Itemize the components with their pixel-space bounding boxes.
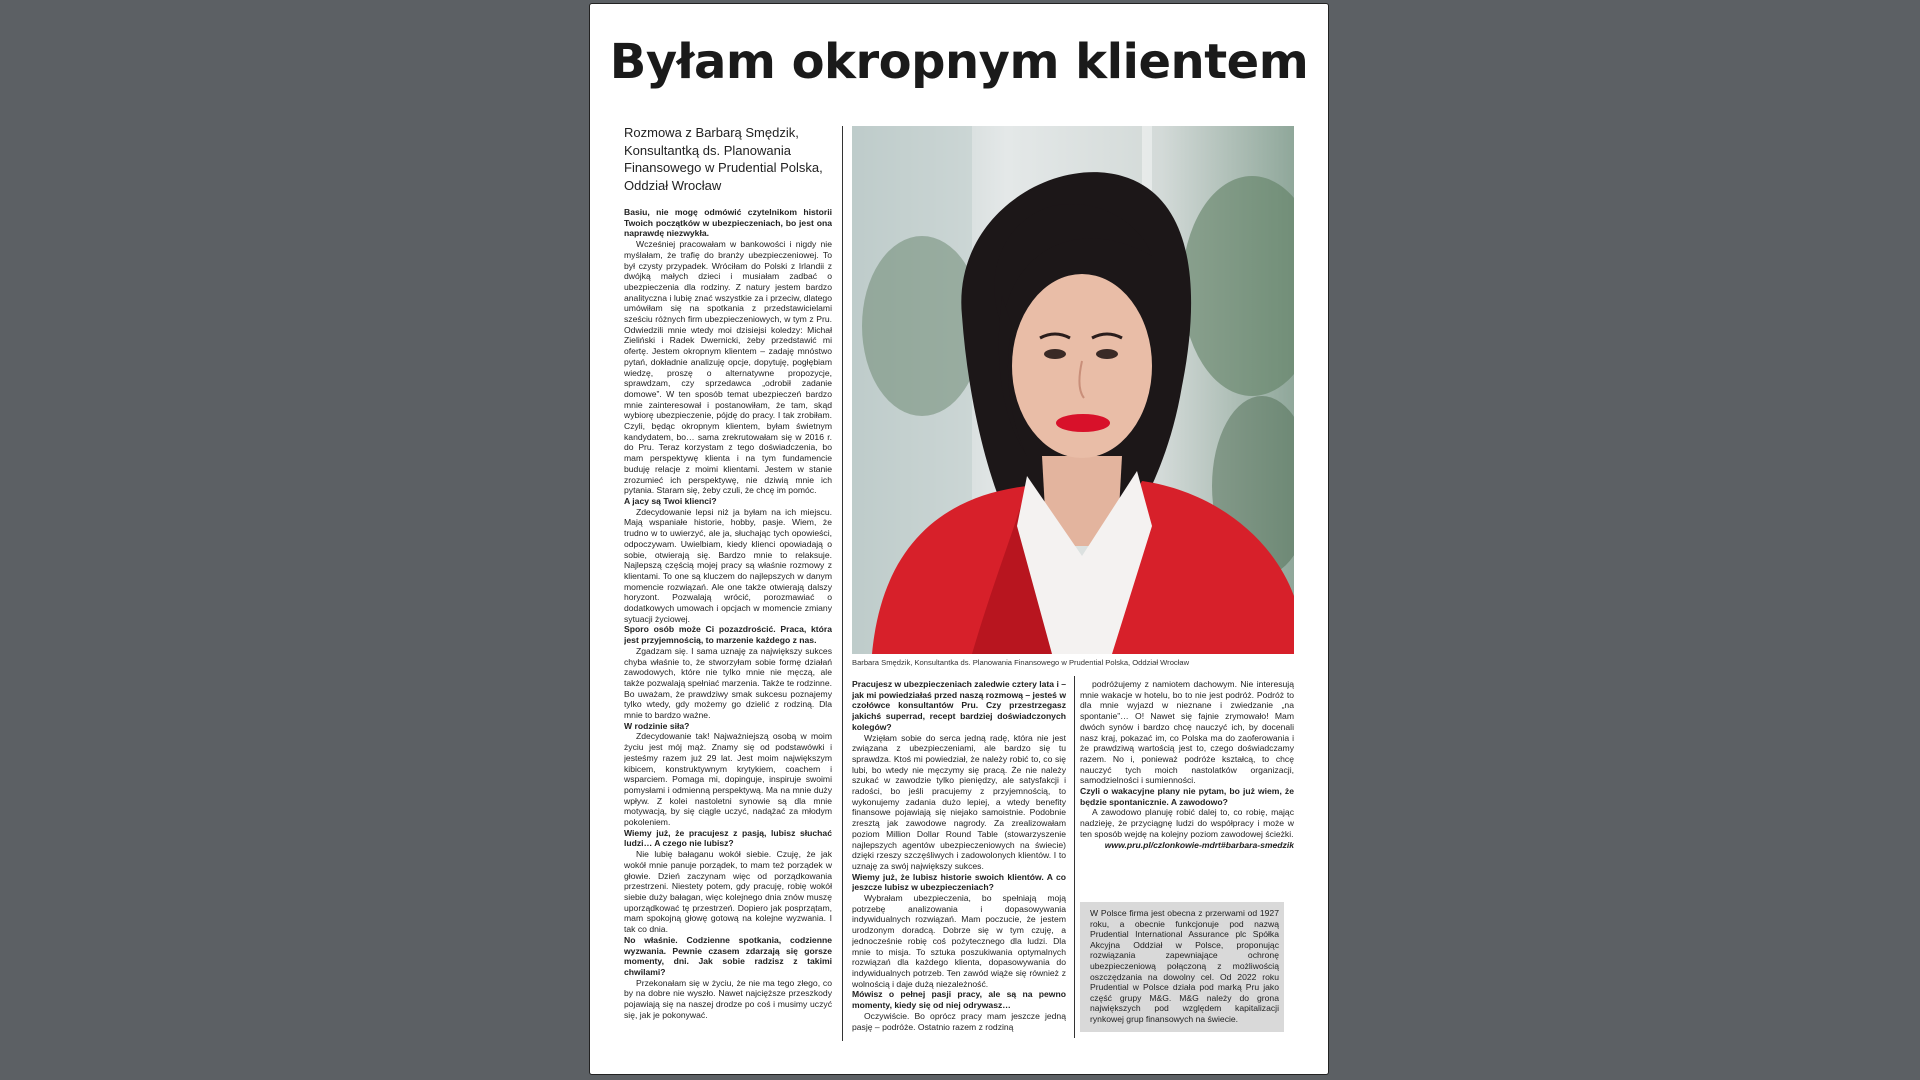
portrait-illustration — [852, 126, 1294, 654]
interview-question: W rodzinie siła? — [624, 720, 690, 731]
article-column-1 — [624, 207, 832, 1052]
interview-answer: Zgadzam się. I sama uznaję za największy sukces chyba właśnie to, że stworzyłam sobie formę działań zawodowych, które nie tylko mnie nie męczą, ale także pozwalają spełniać marzenia. Także te rodzinne. Bo uważam, że prawdziwy smak sukcesu poznajemy tylko wtedy, gdy możemy go dzielić z rodziną. Dla mnie to bardzo ważne. — [624, 645, 832, 721]
interview-answer: Wcześniej pracowałam w bankowości i nigdy nie myślałam, że trafię do branży ubezpieczeniowej. To był czysty przypadek. Wróciłam do Polski z Irlandii z dwójką małych dzieci i musiałam zadbać o ubezpieczenia dla rodziny. Z natury jestem bardzo analityczna i lubię znać wszystkie za i przeciw, dlatego umówiłam się na spotkania z przedstawicielami sześciu różnych firm ubezpieczeniowych, w tym z Pru. Odwiedzili mnie wtedy moi dzisiejsi koledzy: Michał Zieliński i Radek Dwernicki, żeby przedstawić mi ofertę. Jestem okropnym klientem – zadaję mnóstwo pytań, dokładnie analizuję opcje, dopytuję, pogłębiam wiedzę, proszę o alternatywne propozycje, sprawdzam, czy sprzedawca „odrobił zadanie domowe”. W ten sposób temat ubezpieczeń bardzo mnie zainteresował i postanowiłam, że tam, skąd wybiorę ubezpieczenie, pójdę do pracy. I tak zrobiłam. Czyli, będąc okropnym klientem, byłam świetnym kandydatem, bo… sama zrekrutowałam się w 2016 r. do Pru. Teraz korzystam z tego doświadczenia, bo mam perspektywę klienta i na tym fundamencie buduję relacje z moimi klientami. Jestem w stanie zrozumieć ich perspektywę, nie dziwią mnie ich pytania. Staram się, żeby czuli, że chcę im pomóc. — [624, 239, 832, 496]
interview-answer: Zdecydowanie lepsi niż ja byłam na ich miejscu. Mają wspaniałe historie, hobby, pasje. Wiem, że trudno w to uwierzyć, ale ja, słuchając tych opowieści, odpoczywam. Uwielbiam, kiedy klienci opowiadają o sobie, otwierają się. Bardzo mnie to relaksuje. Najlepszą częścią mojej pracy są właśnie rozmowy z klientami. To one są kluczem do najlepszych w danym momencie rozwiązań. Ale one także otwierają dalszy horyzont. Pozwalają wrócić, porozmawiać o dodatkowych umowach i opcjach w momencie zmiany sytuacji życiowej. — [624, 506, 832, 624]
interview-answer: A zawodowo planuję robić dalej to, co robię, mając nadzieję, że przyciągnę ludzi do współpracy i może w ten sposób wejdę na kolejny poziom zawodowej ścieżki. — [1080, 807, 1294, 839]
interview-question: No właśnie. Codzienne spotkania, codzienne wyzwania. Pewnie czasem zdarzają się gorsze momenty, dni. Jak sobie radzisz z takimi chwilami? — [624, 934, 832, 977]
article-column-3 — [1080, 679, 1294, 879]
company-info-box: W Polsce firma jest obecna z przerwami od 1927 roku, a obecnie funkcjonuje pod nazwą Prudential International Assurance plc Spółka Akcyjna Oddział w Polsce, proponując rozwiązania zapewniające ochronę ubezpieczeniową połączoną z możliwością oszczędzania na dowolny cel. Od 2022 roku Prudential w Polsce działa pod marką Pru jako część grupy M&G. M&G należy do grona największych pod względem kapitalizacji rynkowej grup finansowych na świecie. — [1080, 902, 1284, 1032]
interview-answer: Zdecydowanie tak! Najważniejszą osobą w moim życiu jest mój mąż. Znamy się od podstawówki i jesteśmy razem już 29 lat. Jest moim największym kibicem, konstruktywnym krytykiem, coachem i wsparciem. Pomaga mi, dopinguje, inspiruje swoimi pomysłami i odmienną perspektywą. Ma na mnie duży wpływ. Z kolei nastoletni synowie są dla mnie motywacją, by się ciągle uczyć, nadążać za młodym pokoleniem. — [624, 731, 832, 828]
interview-answer: Przekonałam się w życiu, że nie ma tego złego, co by na dobre nie wyszło. Nawet najcięższe przeszkody pojawiają się na naszej drodze po coś i musimy uczyć się, jak je pokonywać. — [624, 977, 832, 1020]
interview-question: Wiemy już, że pracujesz z pasją, lubisz słuchać ludzi… A czego nie lubisz? — [624, 827, 832, 849]
article-column-2 — [852, 679, 1066, 1041]
interview-answer: Oczywiście. Bo oprócz pracy mam jeszcze jedną pasję – podróże. Ostatnio razem z rodziną — [852, 1010, 1066, 1032]
column-divider — [842, 126, 843, 1041]
article-intro: Rozmowa z Barbarą Smędzik, Konsultantką ds. Planowania Finansowego w Prudential Polska, Oddział Wrocław — [624, 125, 823, 193]
interview-question: A jacy są Twoi klienci? — [624, 495, 717, 506]
article-page — [589, 3, 1329, 1075]
interview-answer: podróżujemy z namiotem dachowym. Nie interesują mnie wakacje w hotelu, bo to nie jest podróż. Podróż to dla mnie wyjazd w nieznane i zwiedzanie „na spontanie”… O! Nawet się fajnie zrymowało! Mam dwóch synów i bardzo chcę nauczyć ich, by docenali nasz kraj, pokazać im, co Polska ma do zaoferowania i że prawdziwą wartością jest to, czego doświadczamy razem. No i, ponieważ podróże kształcą, to chcę nauczyć tych moich nastolatków organizacji, samodzielności i sumienności. — [1080, 679, 1294, 786]
portrait-photo — [852, 126, 1294, 654]
interview-answer: Nie lubię bałaganu wokół siebie. Czuję, że jak wokół mnie panuje porządek, to mam też porządek w głowie. Dzień zaczynam więc od porządkowania przestrzeni. Niestety potem, gdy pracuję, robię wokół siebie duży bałagan, więc kolejnego dnia znów muszę uporządkować tę przestrzeń. Dopiero jak posprzątam, mam spokojną głowę gotową na kolejne wyzwania. I tak co dnia. — [624, 849, 832, 935]
article-title: Byłam okropnym klientem — [609, 34, 1309, 90]
column-divider — [1074, 676, 1075, 1038]
interview-question: Sporo osób może Ci pozazdrościć. Praca, która jest przyjemnością, to marzenie każdego z nas. — [624, 624, 832, 646]
profile-link[interactable]: www.pru.pl/czlonkowie-mdrt#barbara-smedzik — [1104, 839, 1294, 850]
interview-answer: Wybrałam ubezpieczenia, bo spełniają moją potrzebę analizowania i dopasowywania indywidualnych rozwiązań. Mam poczucie, że jestem urodzonym doradcą. Dobrze się w tym czuję, a jednocześnie robię coś pożytecznego dla ludzi. Dla mnie to misja. To sztuka poszukiwania optymalnych rozwiązań dla każdego klienta, dopasowywania do indywidualnych potrzeb. Ten zawód wiąże się również z wolnością i daje dużą niezależność. — [852, 893, 1066, 989]
interview-question: Pracujesz w ubezpieczeniach zaledwie cztery lata i – jak mi powiedziałaś przed naszą rozmową – jesteś w czołówce konsultantów Pru. Czy przestrzegasz jakichś superrad, recept bardziej doświadczonych kolegów? — [852, 679, 1066, 732]
interview-question: Wiemy już, że lubisz historie swoich klientów. A co jeszcze lubisz w ubezpieczeniach? — [852, 871, 1066, 893]
interview-question: Mówisz o pełnej pasji pracy, ale są na pewno momenty, kiedy się od niej odrywasz… — [852, 989, 1066, 1011]
interview-question: Czyli o wakacyjne plany nie pytam, bo już wiem, że będzie spontanicznie. A zawodowo? — [1080, 786, 1294, 807]
interview-answer: Wzięłam sobie do serca jedną radę, która nie jest związana z ubezpieczeniami, ale bardzo się tu sprawdza. Ktoś mi powiedział, że należy robić to, co się lubi, bo wtedy nie męczymy się pracą. Że nie należy szukać w zawodzie tylko pieniędzy, ale satysfakcji i radości, bo jeśli pracujemy z przyjemnością, to wykonujemy zadania dużo lepiej, a wtedy benefity finansowe pojawiają się niejako samoistnie. Podobnie zresztą jak zawodowe nagrody. Za zrealizowałam poziom Million Dollar Round Table (stowarzyszenie najlepszych agentów ubezpieczeniowych na świecie) dzięki rzeszy szczęśliwych i zadowolonych klientów. I to uznaję za swój największy sukces. — [852, 732, 1066, 871]
interview-question: Basiu, nie mogę odmówić czytelnikom historii Twoich początków w ubezpieczeniach, bo jest ona naprawdę niezwykła. — [624, 207, 832, 239]
photo-caption: Barbara Smędzik, Konsultantka ds. Planowania Finansowego w Prudential Polska, Oddział Wrocław — [852, 658, 1190, 667]
